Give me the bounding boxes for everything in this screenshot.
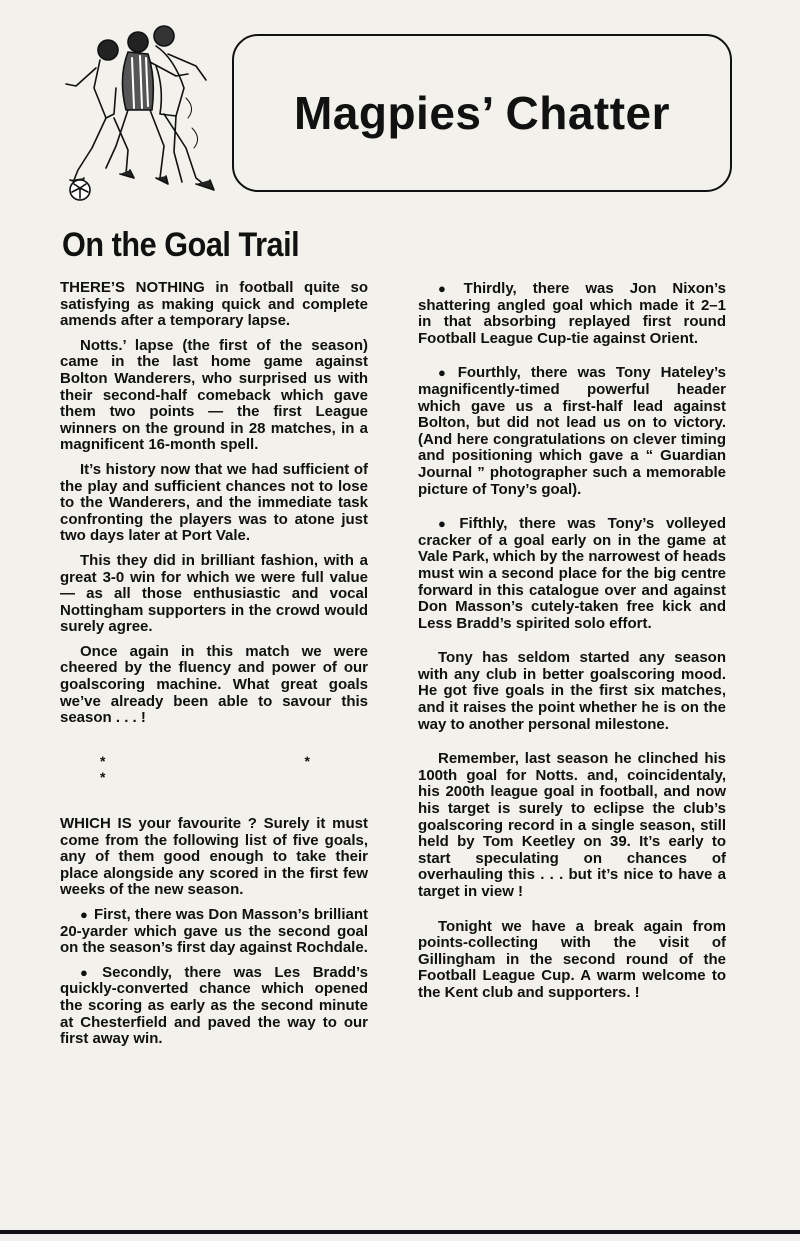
paragraph: Tonight we have a break again from points-collecting with the visit of Gillingham in the second round of the Football League Cup. A warm welcome to the Kent club and supporters. ! [418, 917, 726, 1001]
paragraph: Notts.’ lapse (the first of the season) came in the last home game against Bolton Wanderers, who surprised us with their second-half comeback which gave them two points — the first League winners on the ground in 28 matches, in a magnificent 16-month spell. [60, 336, 368, 454]
bullet-paragraph: ● First, there was Don Masson’s brilliant 20-yarder which gave us the second goal on the season’s first day against Rochdale. [60, 907, 368, 957]
paragraph: Remember, last season he clinched his 100th goal for Notts. and, coincidentaly, his 200th league goal in football, and now his target is surely to eclipse the club’s goalscoring record in a single season, still held by Tom Keetley on 39. It’s early to start speculating on chances of overhauling this . . . but it’s nice to have a target in view ! [418, 750, 726, 900]
bullet-paragraph: ● Fourthly, there was Tony Hateley’s magnificently-timed powerful header which gave us a first-half lead against Bolton, but did not lead us on to victory. (And here congratulations on clever timing and positioning which gave a “ Guardian Journal ” photographer such a memorable picture of Tony’s goal). [418, 365, 726, 498]
paragraph: Once again in this match we were cheered by the fluency and power of our goalscoring machine. What great goals we’ve already been able to savour this season . . . ! [60, 642, 368, 727]
paragraph: THERE’S NOTHING in football quite so satisfying as making quick and complete amends after a temporary lapse. [60, 279, 368, 330]
bottom-rule [0, 1230, 800, 1234]
bullet-paragraph: ● Secondly, there was Les Bradd’s quickly-converted chance which opened the scoring as early as the second minute at Chesterfield and paved the way to our first away win. [60, 965, 368, 1048]
paragraph: WHICH IS your favourite ? Surely it must come from the following list of five goals, any of them good enough to take their place alongside any scored in the first few weeks of the new season. [60, 815, 368, 899]
article-heading: On the Goal Trail [62, 226, 300, 264]
right-column [418, 281, 726, 1010]
bullet-paragraph: ● Fifthly, there was Tony’s volleyed cracker of a goal early on in the game at Vale Park, which by the narrowest of heads must win a second place for the big centre forward in this catalogue over and against Don Masson’s cutely-taken free kick and Less Bradd’s spirited solo effort. [418, 516, 726, 632]
masthead-box [232, 34, 732, 192]
footballers-illustration [56, 18, 226, 203]
left-column [60, 280, 368, 1056]
paragraph: This they did in brilliant fashion, with a great 3-0 win for which we were full value — as all those enthusiastic and vocal Nottingham supporters in the crowd would surely agree. [60, 551, 368, 636]
masthead-title: Magpies’ Chatter [293, 87, 671, 139]
paragraph: Tony has seldom started any season with any club in better goalscoring mood. He got five goals in the first six matches, and it raises the point whether he is on the way to another personal milestone. [418, 649, 726, 733]
bullet-paragraph: ● Thirdly, there was Jon Nixon’s shattering angled goal which made it 2–1 in that absorbing replayed first round Football League Cup-tie against Orient. [418, 281, 726, 347]
paragraph: It’s history now that we had sufficient of the play and sufficient chances not to lose to the Wanderers, and the immediate task confronting the players was to atone just two days later at Port Vale. [60, 460, 368, 545]
section-separator: * * * [100, 752, 368, 786]
